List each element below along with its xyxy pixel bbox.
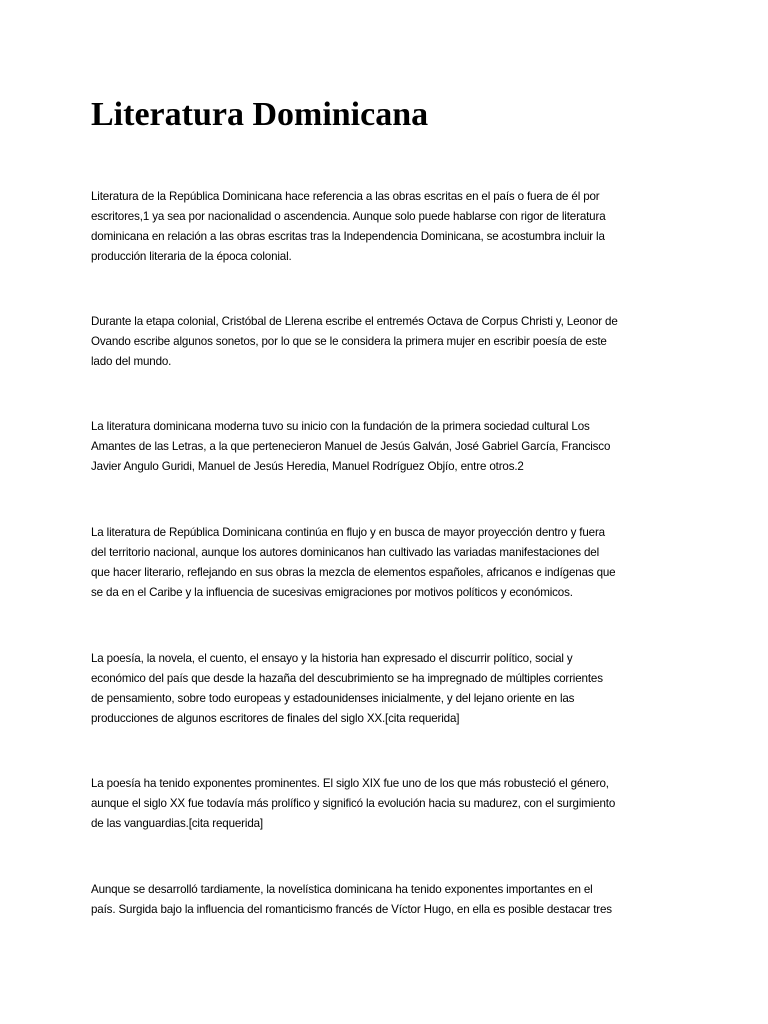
paragraph-modern <box>91 417 685 477</box>
text-line: del territorio nacional, aunque los autores dominicanos han cultivado las variadas manifestaciones del <box>91 546 600 559</box>
text-line: producciones de algunos escritores de finales del siglo XX.[cita requerida] <box>91 712 460 725</box>
document-title: Literatura Dominicana <box>91 96 429 133</box>
text-line: Amantes de las Letras, a la que pertenecieron Manuel de Jesús Galván, José Gabriel García, Francisco <box>91 440 611 453</box>
text-line: La poesía ha tenido exponentes prominentes. El siglo XIX fue uno de los que más robusteció el género, <box>91 777 609 790</box>
paragraph-novel <box>91 880 685 920</box>
text-line: aunque el siglo XX fue todavía más prolífico y significó la evolución hacia su madurez, con el surgimiento <box>91 797 616 810</box>
paragraph-intro <box>91 187 685 267</box>
text-line: país. Surgida bajo la influencia del romanticismo francés de Víctor Hugo, en ella es posible destacar tres <box>91 903 612 916</box>
text-line: de las vanguardias.[cita requerida] <box>91 817 263 830</box>
paragraph-colonial <box>91 312 685 372</box>
text-line: Aunque se desarrolló tardiamente, la novelística dominicana ha tenido exponentes importantes en el <box>91 883 593 896</box>
text-line: dominicana en relación a las obras escritas tras la Independencia Dominicana, se acostumbra incluir la <box>91 230 605 243</box>
paragraph-poetry <box>91 774 685 834</box>
paragraph-flux <box>91 523 685 603</box>
text-line: Ovando escribe algunos sonetos, por lo que se le considera la primera mujer en escribir poesía de este <box>91 335 607 348</box>
text-line: La literatura dominicana moderna tuvo su inicio con la fundación de la primera sociedad cultural Los <box>91 420 590 433</box>
text-line: Literatura de la República Dominicana hace referencia a las obras escritas en el país o fuera de él por <box>91 190 600 203</box>
text-line: La literatura de República Dominicana continúa en flujo y en busca de mayor proyección dentro y fuera <box>91 526 605 539</box>
text-line: Durante la etapa colonial, Cristóbal de Llerena escribe el entremés Octava de Corpus Christi y, Leonor de <box>91 315 618 328</box>
text-line: producción literaria de la época colonial. <box>91 250 292 263</box>
text-line: de pensamiento, sobre todo europeas y estadounidenses inicialmente, y del lejano oriente en las <box>91 692 575 705</box>
text-line: La poesía, la novela, el cuento, el ensayo y la historia han expresado el discurrir político, social y <box>91 652 573 665</box>
text-line: se da en el Caribe y la influencia de sucesivas emigraciones por motivos políticos y económicos. <box>91 586 573 599</box>
paragraph-genres <box>91 649 685 729</box>
text-line: que hacer literario, reflejando en sus obras la mezcla de elementos españoles, africanos e indígenas que <box>91 566 616 579</box>
text-line: Javier Angulo Guridi, Manuel de Jesús Heredia, Manuel Rodríguez Objío, entre otros.2 <box>91 460 524 473</box>
text-line: económico del país que desde la hazaña del descubrimiento se ha impregnado de múltiples corrientes <box>91 672 603 685</box>
text-line: escritores,1 ya sea por nacionalidad o ascendencia. Aunque solo puede hablarse con rigor de literatura <box>91 210 606 223</box>
text-line: lado del mundo. <box>91 355 172 368</box>
